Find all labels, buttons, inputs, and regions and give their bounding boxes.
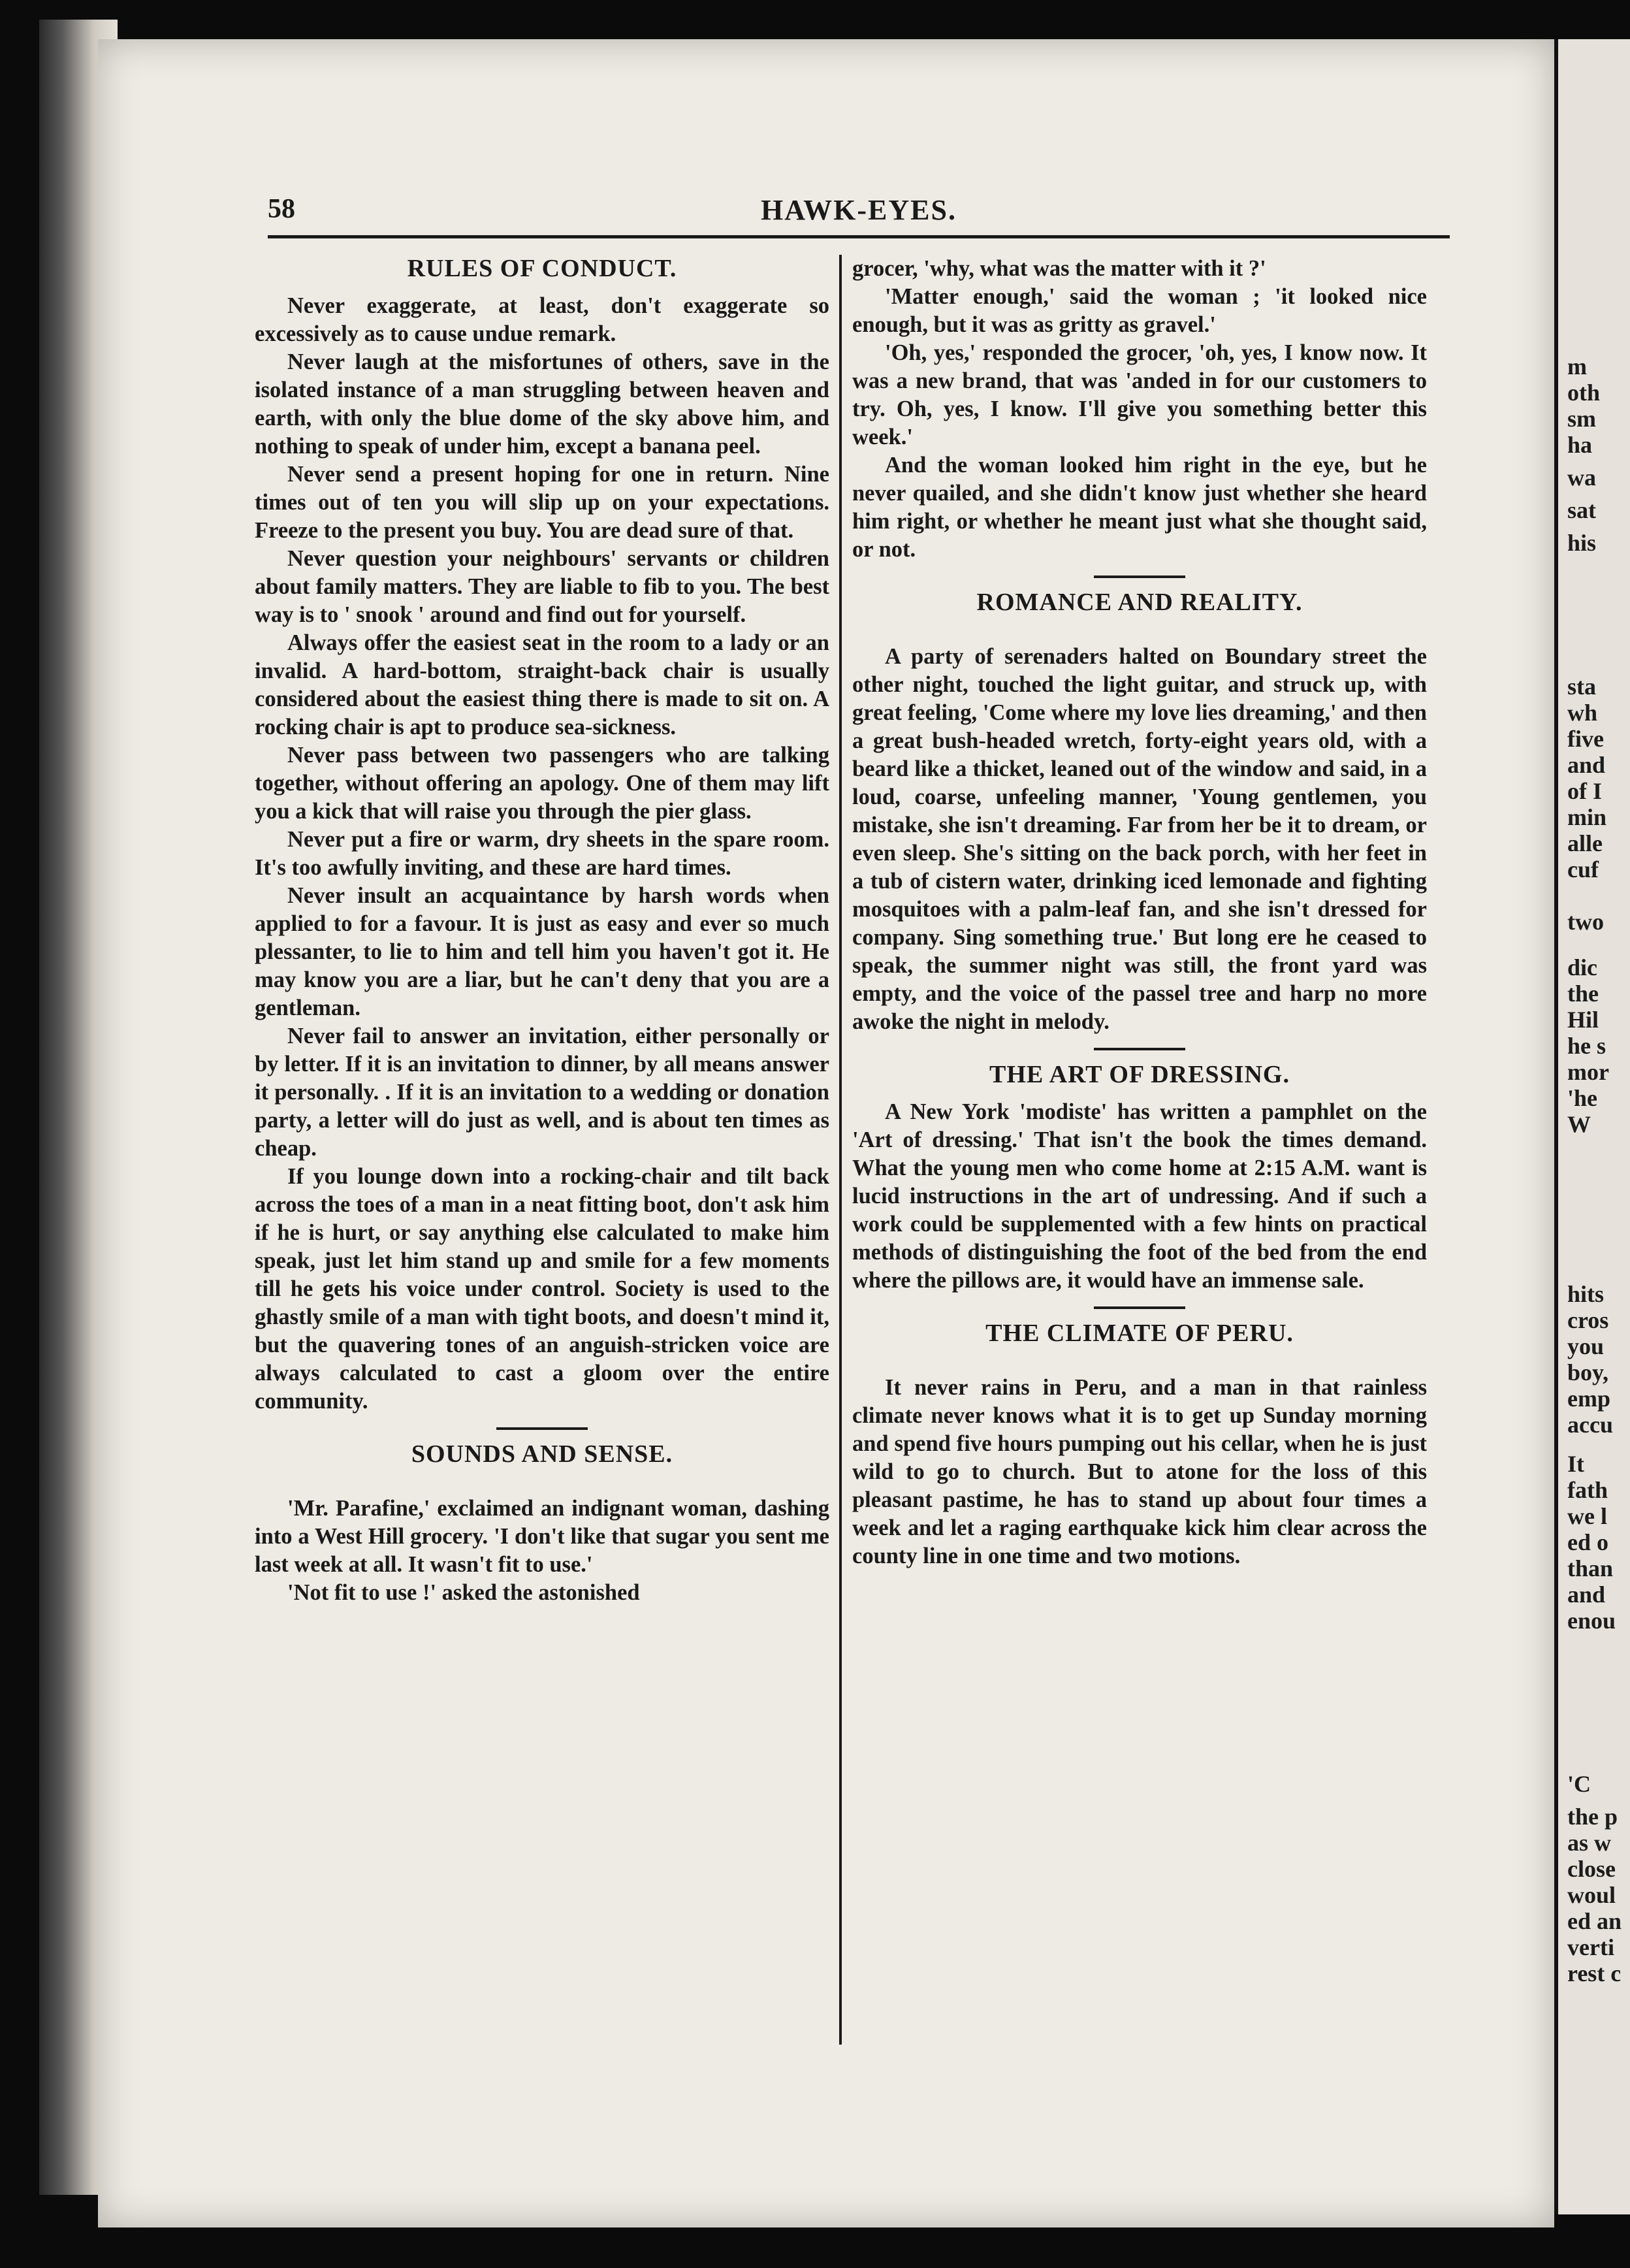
- paragraph: 'Oh, yes,' responded the grocer, 'oh, yes, I know now. It was a new brand, that was 'anded in for our customers to try. Oh, yes, I know. I'll give you something better this week.': [852, 340, 1427, 449]
- adjacent-page-text-fragment: he s: [1567, 1033, 1606, 1059]
- paragraph: 'Matter enough,' said the woman ; 'it looked nice enough, but it was as gritty as gravel.': [852, 284, 1427, 337]
- article-title-climate-of-peru: THE CLIMATE OF PERU.: [985, 1320, 1294, 1347]
- right-column: [852, 255, 1427, 1570]
- page-number: 58: [268, 194, 295, 224]
- page-header: [268, 189, 1450, 238]
- article-title-art-of-dressing: THE ART OF DRESSING.: [989, 1061, 1290, 1088]
- adjacent-page-text-fragment: rest c: [1567, 1960, 1622, 1986]
- section-divider: [496, 1427, 588, 1430]
- section-divider: [1094, 1306, 1185, 1309]
- adjacent-page-text-fragment: the: [1567, 980, 1599, 1007]
- adjacent-page-text-fragment: emp: [1567, 1385, 1610, 1412]
- paragraph: Never pass between two passengers who are talking together, without offering an apology. One of them may lift you a kick that will raise you through the pier glass.: [255, 743, 829, 824]
- adjacent-page-text-fragment: hits: [1567, 1281, 1605, 1307]
- paragraph: grocer, 'why, what was the matter with it ?': [852, 256, 1266, 281]
- article-title-romance-and-reality: ROMANCE AND REALITY.: [976, 589, 1303, 616]
- adjacent-page-text-fragment: wa: [1567, 464, 1596, 491]
- left-column: [255, 255, 829, 1607]
- paragraph: Never put a fire or warm, dry sheets in the spare room. It's too awfully inviting, and these are hard times.: [255, 827, 829, 880]
- paragraph: 'Mr. Parafine,' exclaimed an indignant woman, dashing into a West Hill grocery. 'I don't like that sugar you sent me last week at all. It wasn't fit to use.': [255, 1496, 829, 1577]
- paragraph: Never question your neighbours' servants or children about family matters. They are liable to fib to you. The best way is to ' snook ' around and find out for yourself.: [255, 546, 829, 627]
- adjacent-page-text-fragment: and: [1567, 752, 1606, 778]
- adjacent-page-text-fragment: W: [1567, 1111, 1591, 1137]
- paragraph: A New York 'modiste' has written a pamphlet on the 'Art of dressing.' That isn't the book the times demand. What the young men who come home at 2:15 A.M. want is lucid instructions in the art of undressing. And if such a work could be supplemented with a few hints on practical methods of distinguishing the foot of the bed from the end where the pillows are, it would have an immense sale.: [852, 1099, 1427, 1293]
- running-title: HAWK-EYES.: [761, 194, 957, 226]
- adjacent-page-text-fragment: of I: [1567, 778, 1602, 804]
- adjacent-page-text-fragment: sta: [1567, 673, 1596, 700]
- adjacent-page-text-fragment: close: [1567, 1856, 1616, 1882]
- article-title-sounds-and-sense: SOUNDS AND SENSE.: [411, 1440, 673, 1468]
- paragraph: It never rains in Peru, and a man in that rainless climate never knows what it is to get up Sunday morning and spend five hours pumping out his cellar, when he is just wild to go to church. But to atone for the loss of this pleasant pastime, he has to stand up about four times a week and let a raging earthquake kick him clear across the county line in one time and two motions.: [852, 1375, 1427, 1568]
- adjacent-page-text-fragment: you: [1567, 1333, 1605, 1359]
- adjacent-page-text-fragment: min: [1567, 804, 1607, 830]
- adjacent-page-text-fragment: cros: [1567, 1307, 1609, 1333]
- adjacent-page-text-fragment: cuf: [1567, 856, 1599, 883]
- adjacent-page-text-fragment: Hil: [1567, 1007, 1599, 1033]
- adjacent-page-text-fragment: oth: [1567, 380, 1601, 406]
- adjacent-page-text-fragment: accu: [1567, 1412, 1613, 1438]
- section-divider: [1094, 1048, 1185, 1050]
- adjacent-page-text-fragment: m: [1567, 353, 1587, 380]
- adjacent-page-text-fragment: sat: [1567, 497, 1596, 523]
- section-divider: [1094, 575, 1185, 578]
- adjacent-page-text-fragment: the p: [1567, 1804, 1618, 1830]
- paragraph: 'Not fit to use !' asked the astonished: [287, 1580, 640, 1605]
- adjacent-page-text-fragment: alle: [1567, 830, 1603, 856]
- adjacent-page-text-fragment: dic: [1567, 954, 1598, 980]
- adjacent-page-text-fragment: mor: [1567, 1059, 1609, 1085]
- paragraph: Never laugh at the misfortunes of others, save in the isolated instance of a man struggling between heaven and earth, with only the blue dome of the sky above him, and nothing to speak of under him, except a banana peel.: [255, 349, 829, 459]
- adjacent-page-text-fragment: than: [1567, 1555, 1614, 1581]
- paragraph: Never exaggerate, at least, don't exaggerate so excessively as to cause undue remark.: [255, 293, 829, 346]
- adjacent-page-text-fragment: verti: [1567, 1934, 1614, 1960]
- adjacent-page-text-fragment: we l: [1567, 1503, 1607, 1529]
- adjacent-page-text-fragment: boy,: [1567, 1359, 1609, 1385]
- adjacent-page-text-fragment: woul: [1567, 1882, 1616, 1908]
- adjacent-page-text-fragment: and: [1567, 1581, 1606, 1608]
- article-title-rules-of-conduct: RULES OF CONDUCT.: [407, 255, 677, 282]
- paragraph: And the woman looked him right in the eye, but he never quailed, and she didn't know just whether she heard him right, or whether he meant just what she thought said, or not.: [852, 453, 1427, 562]
- adjacent-page-text-fragment: his: [1567, 530, 1597, 556]
- paragraph: Never fail to answer an invitation, either personally or by letter. If it is an invitation to dinner, by all means answer it personally. . If it is an invitation to a wedding or donation party, a letter will do just as well, and is about ten times as cheap.: [255, 1024, 829, 1161]
- adjacent-page-text-fragment: 'he: [1567, 1085, 1598, 1111]
- paragraph: A party of serenaders halted on Boundary street the other night, touched the light guitar, and struck up, with great feeling, 'Come where my love lies dreaming,' and then a great bush-headed wretch, forty-eight years old, with a beard like a thicket, leaned out of the window and said, in a loud, coarse, unfeeling manner, 'Young gentlemen, you mistake, she isn't dreaming. Far from her be it to dream, or even sleep. She's sitting on the back porch, with her feet in a tub of cistern water, drinking iced lemonade and fighting mosquitoes with a palm-leaf fan, and she isn't dressed for company. Sing something true.' But long ere he ceased to speak, the summer night was still, the front yard was empty, and the voice of the passel tree and harp no more awoke the night in melody.: [852, 644, 1427, 1034]
- paragraph: Never send a present hoping for one in return. Nine times out of ten you will slip up on your expectations. Freeze to the present you buy. You are dead sure of that.: [255, 462, 829, 543]
- adjacent-page-text-fragment: five: [1567, 726, 1604, 752]
- adjacent-page-text-fragment: It: [1567, 1451, 1584, 1477]
- adjacent-page-text-fragment: 'C: [1567, 1771, 1591, 1797]
- adjacent-page-text-fragment: sm: [1567, 406, 1596, 432]
- paragraph: Never insult an acquaintance by harsh words when applied to for a favour. It is just as easy and ever so much plessanter, to lie to him and tell him you haven't got it. He may know you are a liar, but he can't deny that you are a gentleman.: [255, 883, 829, 1020]
- paragraph: Always offer the easiest seat in the room to a lady or an invalid. A hard-bottom, straight-back chair is usually considered about the easiest thing there is made to sit on. A rocking chair is apt to produce sea-sickness.: [255, 630, 829, 739]
- adjacent-page-text-fragment: fath: [1567, 1477, 1608, 1503]
- adjacent-page-edge: [1554, 39, 1630, 2214]
- adjacent-page-text-fragment: wh: [1567, 700, 1598, 726]
- adjacent-page-text-fragment: as w: [1567, 1830, 1612, 1856]
- adjacent-page-text-fragment: ed an: [1567, 1908, 1622, 1934]
- adjacent-page-text-fragment: enou: [1567, 1608, 1616, 1634]
- adjacent-page-text-fragment: ha: [1567, 432, 1593, 458]
- adjacent-page-text-fragment: two: [1567, 909, 1604, 935]
- paragraph: If you lounge down into a rocking-chair and tilt back across the toes of a man in a neat fitting boot, don't ask him if he is hurt, or say anything else calculated to make him speak, just let him stand up and smile for a few moments till he gets his voice under control. Society is used to the ghastly smile of a man with tight boots, and doesn't mind it, but the quavering tones of an anguish-stricken voice are always calculated to cast a gloom over the entire community.: [255, 1164, 829, 1414]
- adjacent-page-text-fragment: ed o: [1567, 1529, 1608, 1555]
- column-rule: [839, 255, 842, 2045]
